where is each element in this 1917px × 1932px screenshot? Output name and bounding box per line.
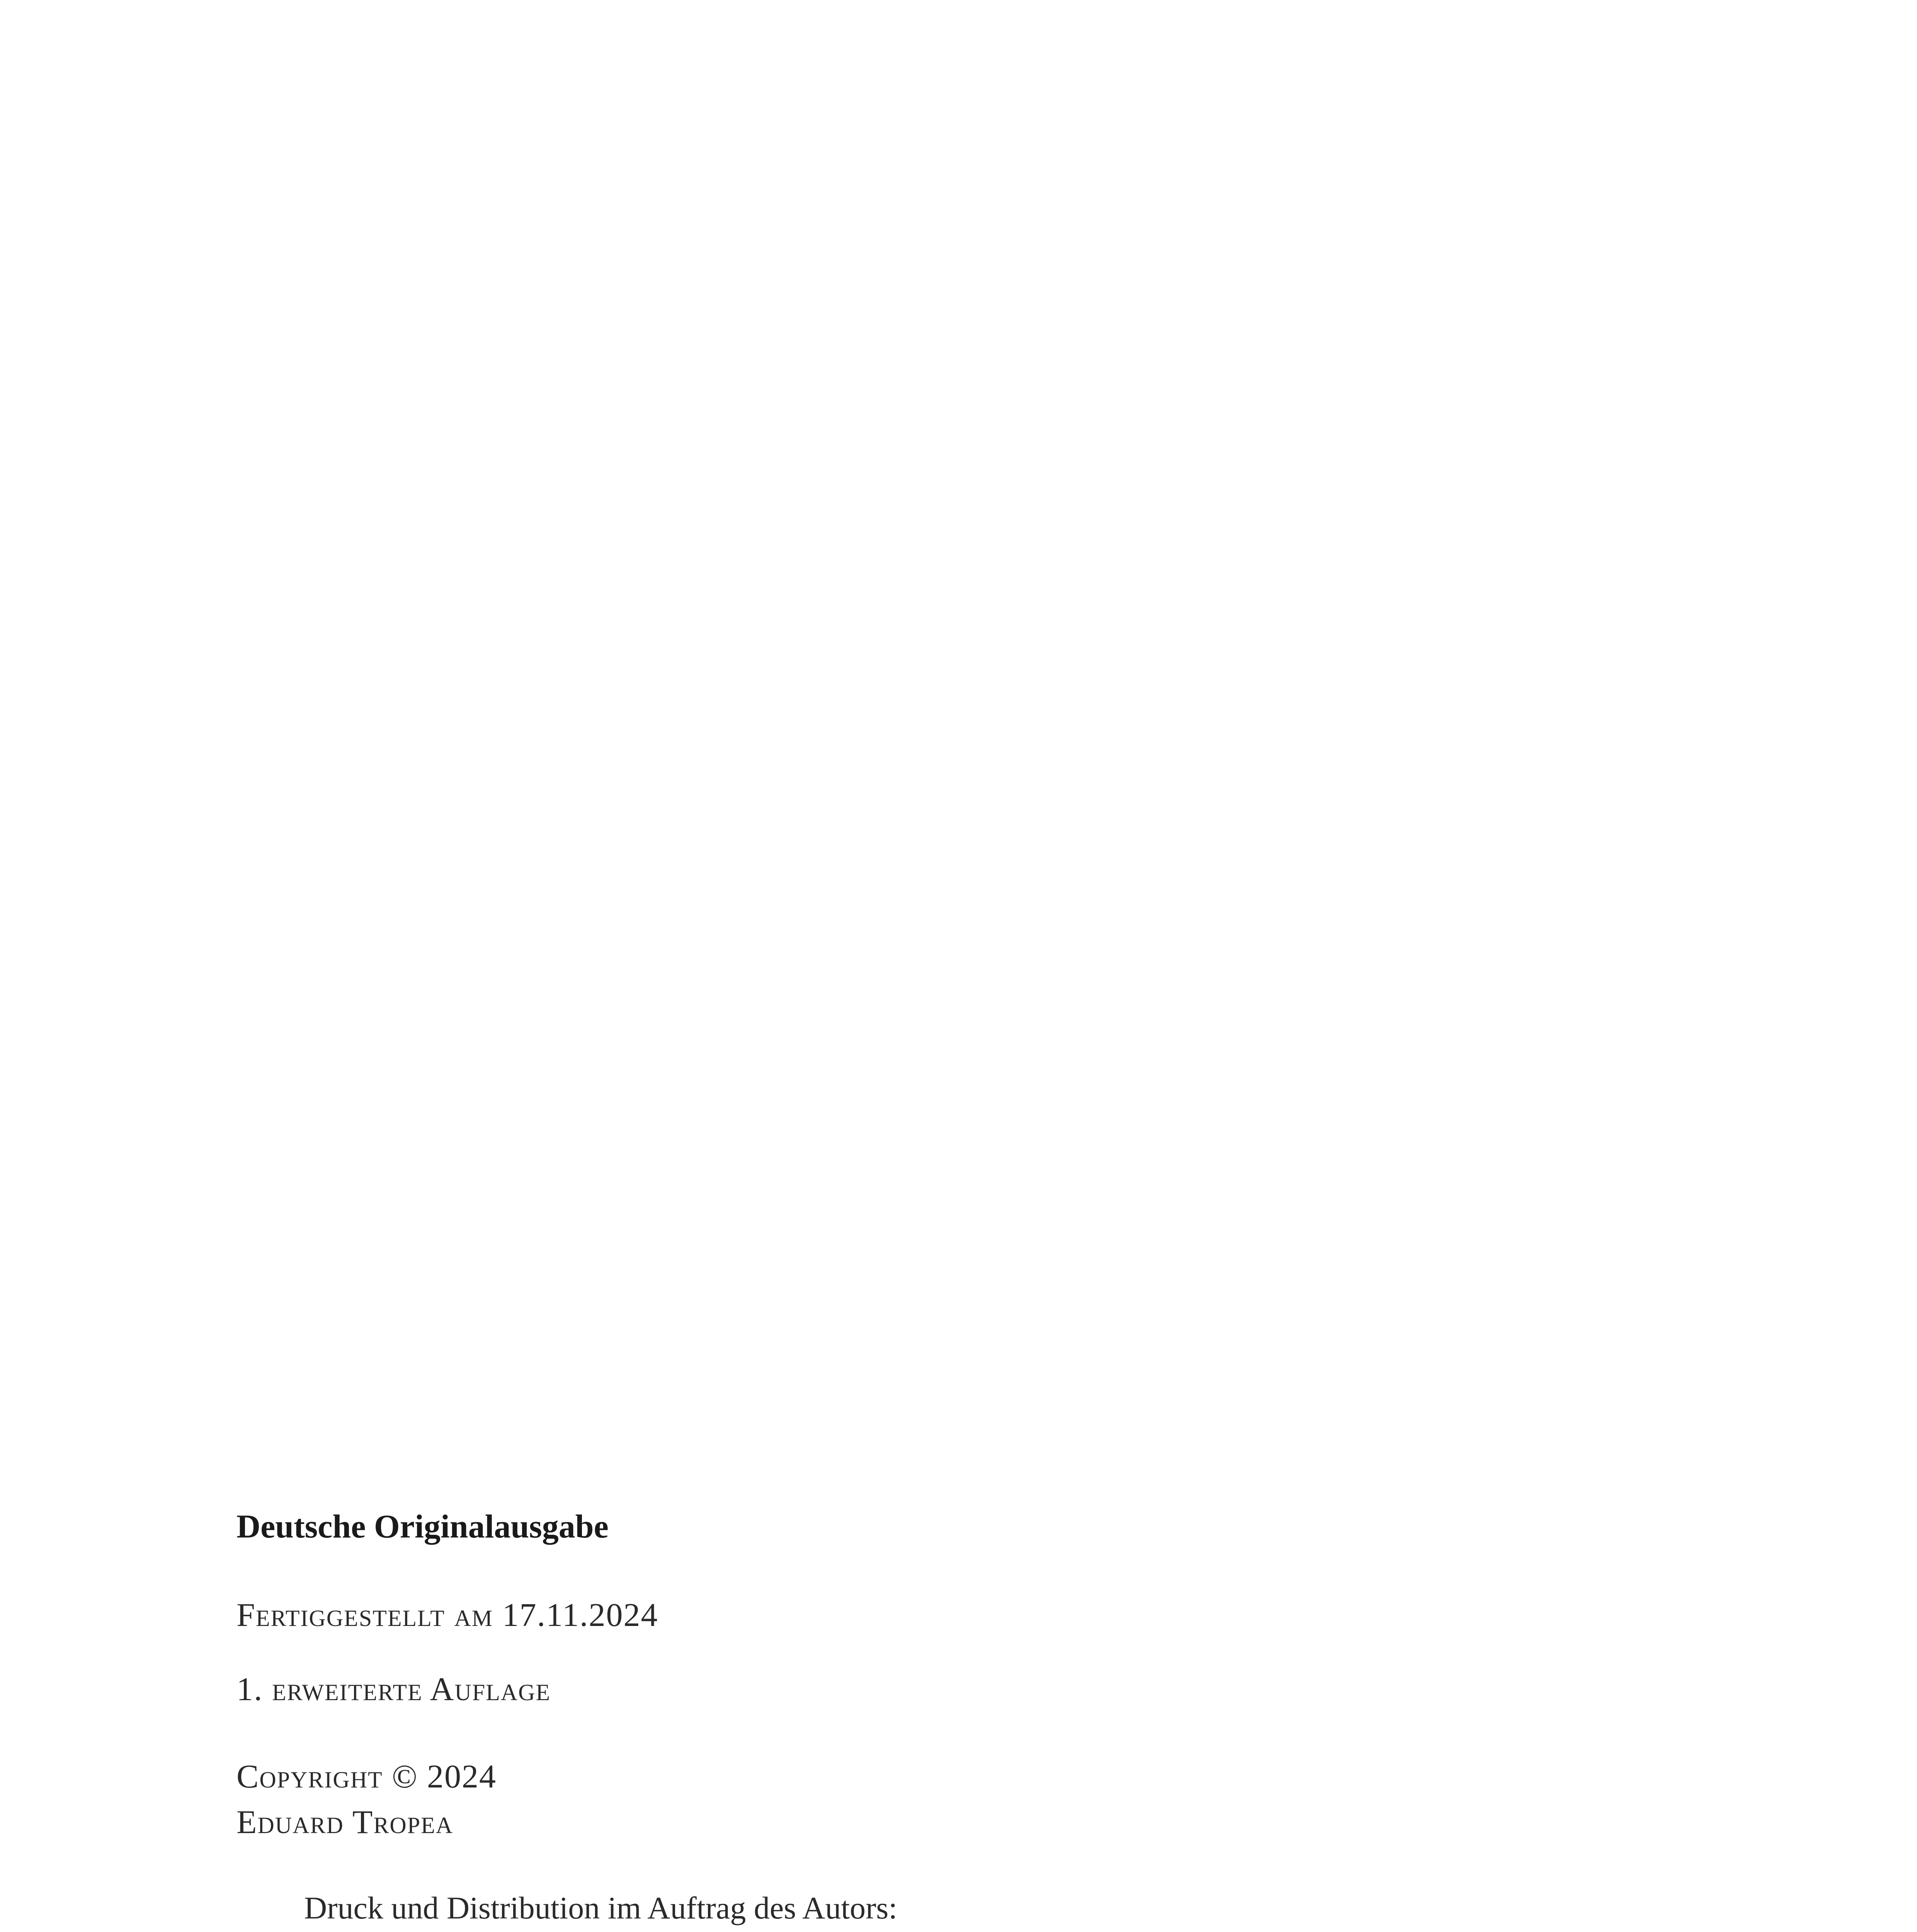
completion-date: Fertiggestellt am 17.11.2024 (236, 1596, 658, 1633)
edition-note: 1. erweiterte Auflage (236, 1670, 551, 1708)
print-line: Druck und Distribution im Auftrag des Autors: (304, 1890, 898, 1925)
author-name: Eduard Tropea (236, 1803, 454, 1840)
print-distribution-block (236, 1885, 1666, 1932)
imprint-block (236, 1507, 1666, 1932)
copyright-line: Copyright © 2024 (236, 1758, 497, 1795)
edition-title: Deutsche Originalausgabe (236, 1508, 609, 1545)
